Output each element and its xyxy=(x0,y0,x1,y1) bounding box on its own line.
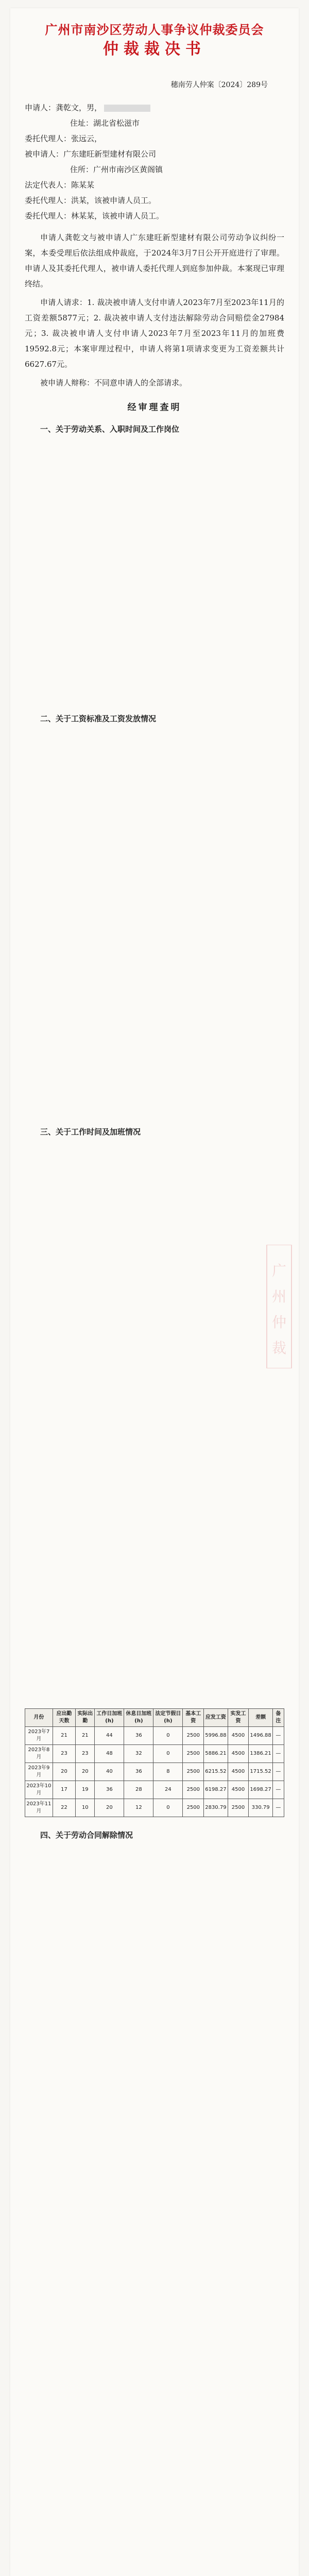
party-line: 被申请人：广东建旺新型建材有限公司 xyxy=(25,149,157,159)
party-line: 住址：湖北省松滋市 xyxy=(70,118,140,128)
table-cell: 2023年7月 xyxy=(25,1727,53,1745)
table-cell: 48 xyxy=(95,1745,124,1763)
table-cell: 4500 xyxy=(228,1763,249,1781)
table-cell: — xyxy=(272,1799,284,1817)
table-cell: 6198.27 xyxy=(204,1781,228,1799)
fact-subheading: 二、关于工资标准及工资发放情况 xyxy=(40,714,157,723)
table-cell: 2500 xyxy=(183,1781,204,1799)
table-cell: 2500 xyxy=(183,1799,204,1817)
wage-table xyxy=(25,1708,284,1817)
fact-subheading: 四、关于劳动合同解除情况 xyxy=(40,1831,133,1840)
table-header: 应发工资 xyxy=(204,1709,228,1727)
table-cell: 10 xyxy=(76,1799,95,1817)
table-header: 差额 xyxy=(249,1709,272,1727)
table-cell: 2023年8月 xyxy=(25,1745,53,1763)
table-cell: 24 xyxy=(153,1781,183,1799)
fact-subheading: 一、关于劳动关系、入职时间及工作岗位 xyxy=(40,425,180,434)
table-row xyxy=(25,1763,284,1781)
paragraph: 申请人请求：1. 裁决被申请人支付申请人2023年7月至2023年11月的工资差额5877元；2. 裁决被申请人支付违法解除劳动合同赔偿金27984元；3. 裁决被申请人支付申请人2023年7月至2023年11月的加班费19592.8元；本案审理过程中，申请人将第1项请求变更为工资差额共计6627.67元。 xyxy=(25,298,284,369)
facts-heading: 经审理查明 xyxy=(127,402,182,413)
svg-text:州: 州 xyxy=(271,1288,287,1305)
table-header: 月份 xyxy=(25,1709,53,1727)
party-line: 法定代表人：陈某某 xyxy=(25,180,95,190)
redaction-mark xyxy=(104,105,150,112)
table-cell: 2023年9月 xyxy=(25,1763,53,1781)
table-cell: 4500 xyxy=(228,1745,249,1763)
table-cell: 12 xyxy=(124,1799,153,1817)
svg-text:广: 广 xyxy=(271,1262,287,1279)
table-cell: 36 xyxy=(124,1727,153,1745)
table-header: 实发工资 xyxy=(228,1709,249,1727)
table-cell: 32 xyxy=(124,1745,153,1763)
table-cell: 28 xyxy=(124,1781,153,1799)
table-cell: 4500 xyxy=(228,1781,249,1799)
table-cell: 8 xyxy=(153,1763,183,1781)
table-cell: 1386.21 xyxy=(249,1745,272,1763)
table-cell: 330.79 xyxy=(249,1799,272,1817)
table-cell: 40 xyxy=(95,1763,124,1781)
table-cell: 2023年10月 xyxy=(25,1781,53,1799)
table-cell: 0 xyxy=(153,1727,183,1745)
party-line: 委托代理人：林某某，该被申请人员工。 xyxy=(25,211,164,221)
table-cell: 1698.27 xyxy=(249,1781,272,1799)
party-line: 委托代理人：洪某，该被申请人员工。 xyxy=(25,196,157,205)
watermark xyxy=(263,1245,296,1368)
table-cell: — xyxy=(272,1727,284,1745)
doc-title: 仲裁裁决书 xyxy=(103,40,206,58)
table-cell: 19 xyxy=(76,1781,95,1799)
table-cell: — xyxy=(272,1745,284,1763)
table-header-row xyxy=(25,1709,284,1727)
table-cell: 36 xyxy=(95,1781,124,1799)
text-block xyxy=(25,730,284,1121)
table-header: 基本工资 xyxy=(183,1709,204,1727)
svg-text:裁: 裁 xyxy=(271,1340,287,1357)
table-row xyxy=(25,1745,284,1763)
table-cell: 2500 xyxy=(183,1727,204,1745)
intro-block xyxy=(25,230,284,391)
svg-text:仲: 仲 xyxy=(271,1314,287,1331)
table-row xyxy=(25,1727,284,1745)
table-cell: — xyxy=(272,1763,284,1781)
paragraph: 申请人龚乾文与被申请人广东建旺新型建材有限公司劳动争议纠纷一案，本委受理后依法组成仲裁庭，于2024年3月7日公开开庭进行了审理。申请人及其委托代理人，被申请人委托代理人到庭参加仲裁。本案现已审理终结。 xyxy=(25,233,284,289)
parties-block xyxy=(25,100,284,224)
table-cell: 5886.21 xyxy=(204,1745,228,1763)
table-cell: 20 xyxy=(76,1763,95,1781)
paragraph: 被申请人辩称：不同意申请人的全部请求。 xyxy=(40,378,187,387)
table-cell: 4500 xyxy=(228,1727,249,1745)
table-header: 备注 xyxy=(272,1709,284,1727)
table-cell: 44 xyxy=(95,1727,124,1745)
table-cell: 21 xyxy=(76,1727,95,1745)
facts-block-2 xyxy=(25,1827,284,2576)
facts-block xyxy=(25,421,287,1699)
table-header: 休息日加班(h) xyxy=(124,1709,153,1727)
document-paper xyxy=(10,8,299,2576)
table-cell: 0 xyxy=(153,1799,183,1817)
party-line: 住所：广州市南沙区黄阁镇 xyxy=(70,165,163,174)
party-line: 申请人：龚乾文，男， xyxy=(25,100,284,115)
table-cell: 23 xyxy=(76,1745,95,1763)
table-row xyxy=(25,1799,284,1817)
table-cell: 20 xyxy=(53,1763,75,1781)
org-title: 广州市南沙区劳动人事争议仲裁委员会 xyxy=(45,22,264,37)
table-header: 法定节假日(h) xyxy=(153,1709,183,1727)
text-block xyxy=(25,1846,284,2576)
table-cell: 0 xyxy=(153,1745,183,1763)
table-cell: 2023年11月 xyxy=(25,1799,53,1817)
table-cell: 1715.52 xyxy=(249,1763,272,1781)
table-cell: 2500 xyxy=(183,1745,204,1763)
table-cell: 1496.88 xyxy=(249,1727,272,1745)
table-cell: 5996.88 xyxy=(204,1727,228,1745)
table-header: 实际出勤 xyxy=(76,1709,95,1727)
table-cell: — xyxy=(272,1781,284,1799)
table-cell: 20 xyxy=(95,1799,124,1817)
text-block xyxy=(25,440,284,708)
table-cell: 2500 xyxy=(228,1799,249,1817)
table-cell: 36 xyxy=(124,1763,153,1781)
table-cell: 2500 xyxy=(183,1763,204,1781)
table-cell: 22 xyxy=(53,1799,75,1817)
table-cell: 17 xyxy=(53,1781,75,1799)
case-number: 穗南劳人仲案〔2024〕289号 xyxy=(170,81,268,89)
table-row xyxy=(25,1781,284,1799)
table-header: 工作日加班(h) xyxy=(95,1709,124,1727)
table-cell: 23 xyxy=(53,1745,75,1763)
table-cell: 2830.79 xyxy=(204,1799,228,1817)
fact-subheading: 三、关于工作时间及加班情况 xyxy=(40,1127,141,1137)
table-header: 应出勤天数 xyxy=(53,1709,75,1727)
party-line: 委托代理人：张远云， xyxy=(25,134,102,143)
table-cell: 6215.52 xyxy=(204,1763,228,1781)
table-cell: 21 xyxy=(53,1727,75,1745)
text-block xyxy=(25,1143,287,1699)
